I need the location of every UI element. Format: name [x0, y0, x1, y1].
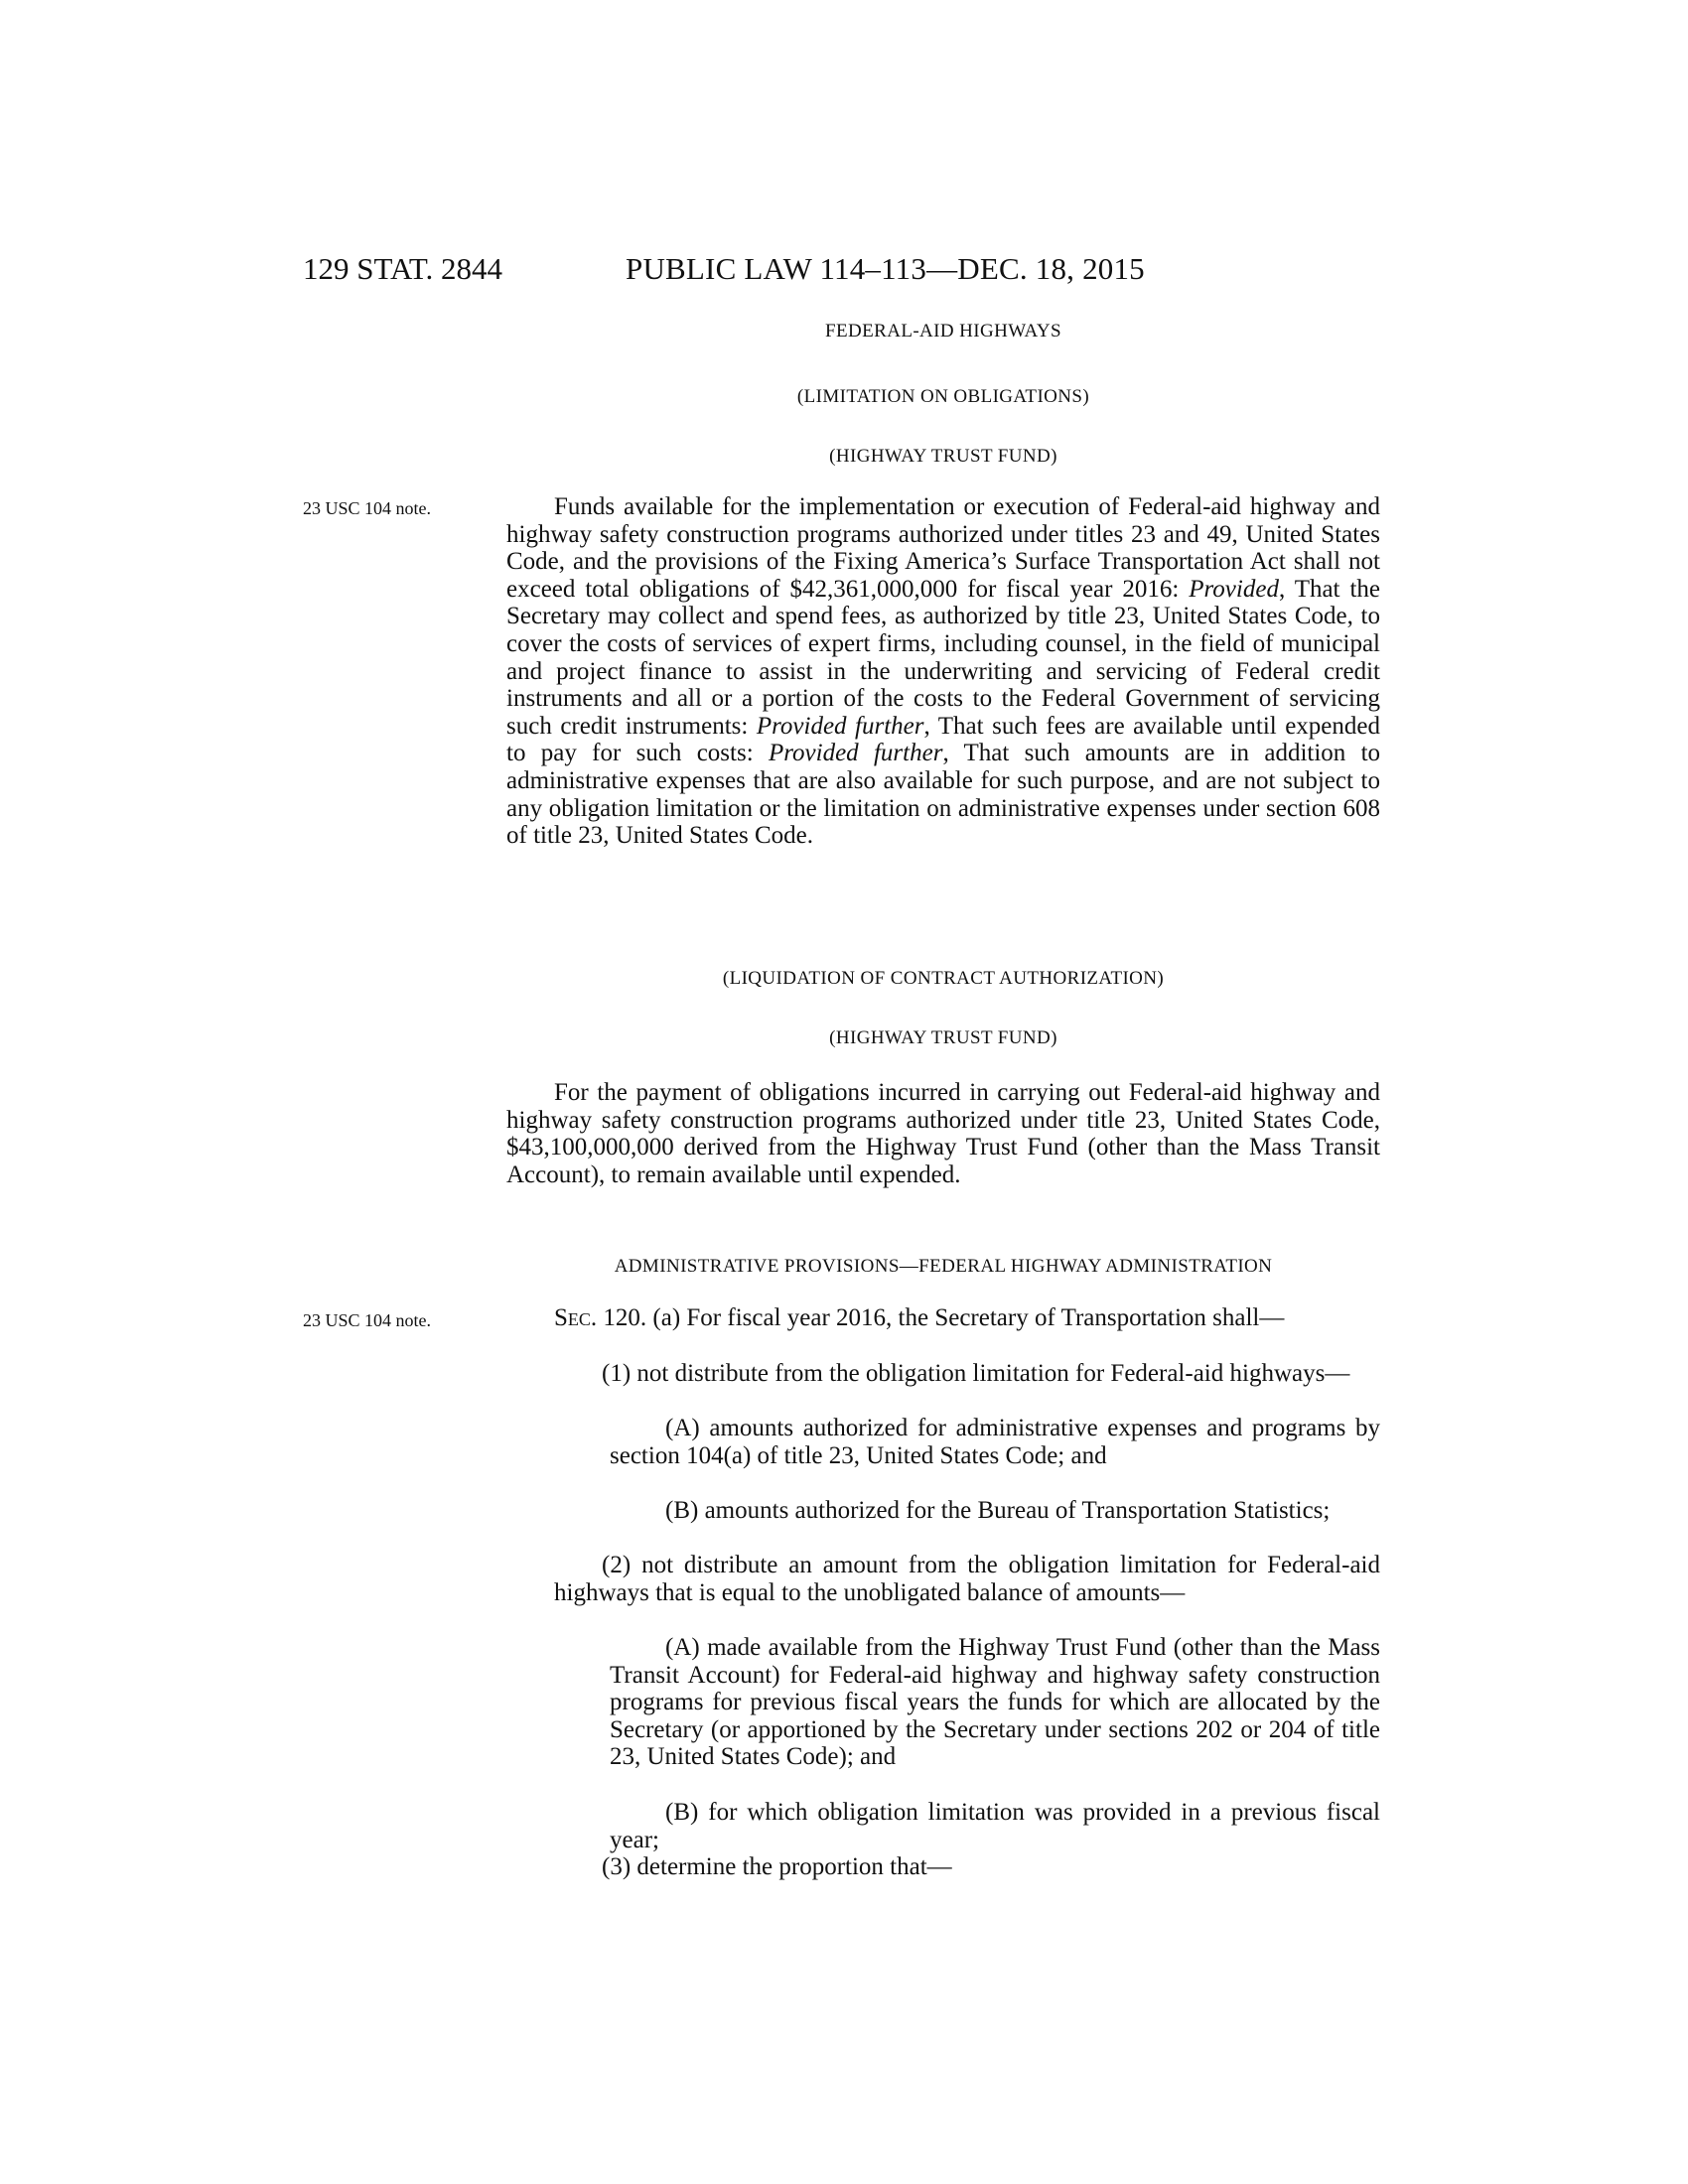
para1-proviso-2: Provided further	[756, 712, 924, 740]
item-2-b: (B) for which obligation limitation was provided in a previous fiscal year;	[610, 1799, 1380, 1853]
public-law-header: PUBLIC LAW 114–113—DEC. 18, 2015	[626, 251, 1145, 286]
sec-120-intro	[506, 1304, 1380, 1332]
paragraph-liquidation: For the payment of obligations incurred in carrying out Federal-aid highway and highway safety construction programs authorized under title 23, United States Code, $43,100,000,000 derived from the Highway Trust Fund (other than the Mass Transit Account), to remain available until expended.	[506, 1079, 1380, 1188]
heading-federal-aid-highways: FEDERAL-AID HIGHWAYS	[825, 321, 1061, 341]
heading-highway-trust-fund-1: (HIGHWAY TRUST FUND)	[829, 446, 1057, 467]
para1-text-a: Funds available for the implementation or execution of Federal-aid highway and highway safety construction programs authorized under titles 23 and 49, United States Code, and the provisions of the Fixing America’s Surface Transportation Act shall not exceed total obligations of $42,361,000,000 for fiscal year 2016:	[506, 493, 1380, 603]
para1-text-g: , That such amounts are in addition to administrative expenses that are also available for such purpose, and are not subject to any obligation limitation or the limitation on administrative expenses under section 608 of title 23, United States Code.	[506, 740, 1381, 850]
item-2-a: (A) made available from the Highway Trust Fund (other than the Mass Transit Account) for Federal-aid highway and highway safety construction programs for previous fiscal years the funds for which are allocated by the Secretary (or apportioned by the Secretary under sections 202 or 204 of title 23, United States Code); and	[610, 1634, 1380, 1771]
heading-highway-trust-fund-2: (HIGHWAY TRUST FUND)	[829, 1027, 1057, 1048]
heading-limitation-on-obligations: (LIMITATION ON OBLIGATIONS)	[796, 386, 1090, 407]
heading-administrative-provisions: ADMINISTRATIVE PROVISIONS—FEDERAL HIGHWAY ADMINISTRATION	[614, 1256, 1273, 1277]
item-1-a: (A) amounts authorized for administrative expenses and programs by section 104(a) of title 23, United States Code; and	[610, 1415, 1380, 1469]
para1-proviso-1: Provided	[1189, 575, 1279, 603]
sec-120-intro-text: . 120. (a) For fiscal year 2016, the Secretary of Transportation shall—	[590, 1304, 1285, 1331]
item-3: (3) determine the proportion that—	[602, 1853, 952, 1880]
item-2: (2) not distribute an amount from the obligation limitation for Federal-aid highways that is equal to the unobligated balance of amounts—	[554, 1552, 1380, 1606]
section-label: Sec	[554, 1304, 591, 1331]
para1-text-c: , That the Secretary may collect and spend fees, as authorized by title 23, United States Code, to cover the costs of services of expert firms, including counsel, in the field of municipal and project finance to assist in the underwriting and servicing of Federal credit instruments and all or a portion of the costs to the Federal Government of servicing such credit instruments:	[506, 575, 1380, 740]
para1-proviso-3: Provided further	[768, 740, 943, 767]
heading-liquidation-of-contract-authorization: (LIQUIDATION OF CONTRACT AUTHORIZATION)	[722, 968, 1165, 989]
statute-page-number: 129 STAT. 2844	[303, 251, 503, 286]
para1-text-e: , That such fees are available until expended to pay for such costs:	[506, 712, 1380, 767]
margin-note-2: 23 USC 104 note.	[303, 1310, 432, 1330]
paragraph-limitation-on-obligations	[506, 493, 1380, 850]
item-1-b: (B) amounts authorized for the Bureau of Transportation Statistics;	[665, 1497, 1331, 1524]
item-1: (1) not distribute from the obligation limitation for Federal-aid highways—	[602, 1360, 1350, 1387]
margin-note-1: 23 USC 104 note.	[303, 498, 432, 518]
